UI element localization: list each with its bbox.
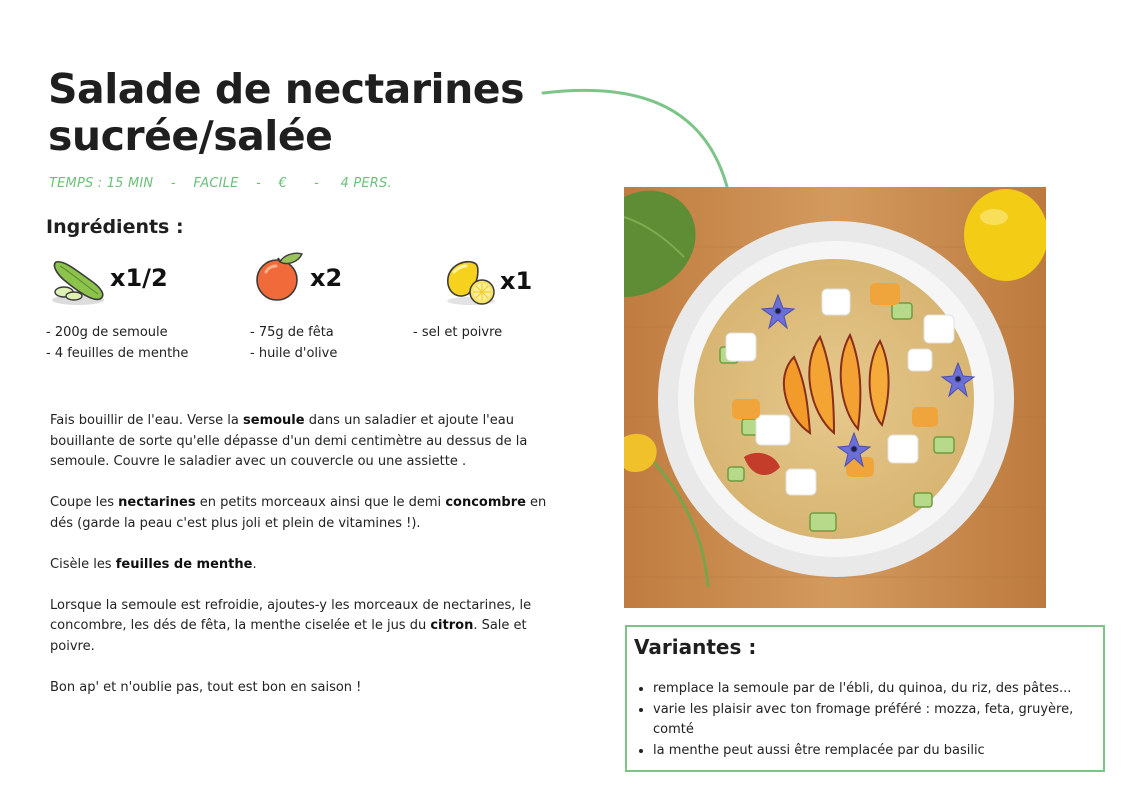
variants-heading: Variantes : [634,635,757,659]
nectarine-icon [254,252,306,304]
ingredient-list-3 [413,322,502,343]
ingredient-list-1 [46,322,188,364]
step-text: Cisèle les [50,556,116,572]
step-text: Coupe les [50,495,119,510]
variant-item: • la menthe peut aussi être remplacée par du basilic [653,741,1091,762]
salad-photo [624,187,1046,608]
zucchini-quantity: x1/2 [110,264,168,292]
recipe-title-line2: sucrée/salée [48,112,333,160]
step-text: . Sale et poivre. [50,618,527,654]
ingredient-item: - 75g de fêta [250,325,334,340]
step-paragraph [50,555,550,576]
ingredient-item: - huile d'olive [250,346,338,361]
nectarine-quantity: x2 [310,264,343,292]
variant-item: • remplace la semoule par de l'ébli, du quinoa, du riz, des pâtes... [653,679,1091,700]
step-text: . [252,556,257,572]
ingredient-item: - sel et poivre [413,325,503,340]
ingredients-heading: Ingrédients : [46,216,184,238]
step-text: Lorsque la semoule est refroidie, ajoutes-y les morceaux de nectarines, le concombre, les dés de fêta, la menthe ciselée et le jus du [50,597,532,633]
step-text: Fais bouillir de l'eau. Verse la [50,413,244,428]
ingredient-item: - 200g de semoule [46,325,168,340]
step-paragraph [50,411,550,473]
recipe-title-line1: Salade de nectarines [48,65,525,113]
meta-separator: - [314,176,319,191]
step-highlight: citron [430,618,474,633]
difficulty: FACILE [193,176,239,191]
ingredient-list-2 [250,322,337,364]
recipe-title [48,66,548,160]
step-paragraph: Bon ap' et n'oublie pas, tout est bon en saison ! [50,679,362,695]
step-text: en dés (garde la peau c'est plus joli et plein de vitamines !). [50,495,547,531]
lemon-icon [444,256,498,306]
step-text: en petits morceaux ainsi que le demi [195,495,446,510]
price: € [278,176,288,191]
step-text: dans un saladier et ajoute l'eau bouillante de sorte qu'elle dépasse d'un demi centimètre au dessus de la semoule. Couvre le saladier avec un couvercle ou une assiette . [50,413,528,469]
variant-item: • varie les plaisir avec ton fromage préféré : mozza, feta, gruyère, comté [653,700,1091,741]
zucchini-icon [50,256,108,306]
meta-separator: - [256,176,261,191]
salad-bowl-illustration [624,187,1046,608]
recipe-steps [50,411,550,719]
step-highlight: feuilles de menthe [115,556,253,572]
step-highlight: semoule [243,413,305,428]
variants-list [634,679,1091,761]
step-highlight: nectarines [118,495,196,510]
meta-separator: - [170,176,176,191]
recipe-meta [49,176,392,191]
step-paragraph [50,596,550,658]
ingredient-item: - 4 feuilles de menthe [46,346,189,361]
step-highlight: concombre [445,495,526,510]
prep-time: TEMPS : 15 MIN [49,176,154,191]
variants-box [625,625,1105,772]
servings: 4 PERS. [340,176,392,191]
lemon-quantity: x1 [500,267,533,295]
step-paragraph [50,493,550,534]
